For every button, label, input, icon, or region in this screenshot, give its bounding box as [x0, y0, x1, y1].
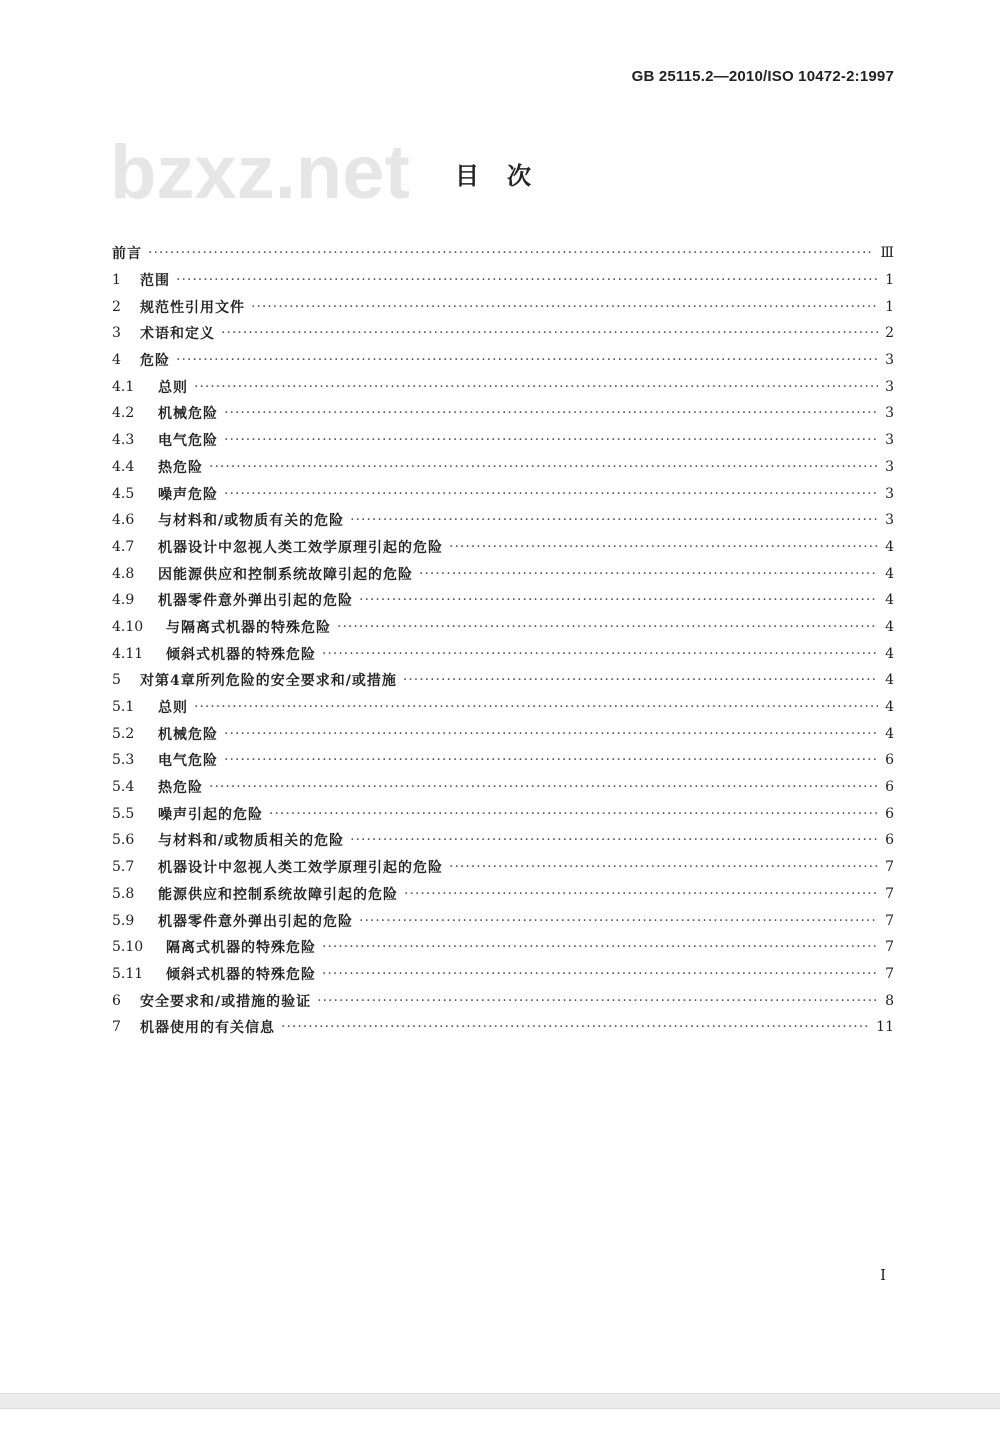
toc-entry-page: 6: [885, 752, 894, 769]
toc-entry[interactable]: [112, 373, 894, 400]
toc-entry-title: 机器零件意外弹出引起的危险: [158, 593, 353, 610]
dot-leader: [176, 272, 878, 288]
toc-entry[interactable]: [112, 987, 894, 1014]
toc-entry-title: 与材料和/或物质有关的危险: [158, 513, 345, 530]
toc-entry[interactable]: [112, 667, 894, 694]
toc-entry-title: 机器使用的有关信息: [140, 1020, 275, 1037]
toc-entry-page: 8: [885, 992, 894, 1009]
dot-leader: [251, 299, 878, 315]
toc-entry[interactable]: [112, 427, 894, 454]
watermark: bzxz.net: [110, 130, 410, 215]
toc-entry[interactable]: [112, 480, 894, 507]
toc-entry-page: 1: [885, 298, 894, 315]
toc-entry-title: 与材料和/或物质相关的危险: [158, 833, 345, 850]
dot-leader: [359, 592, 878, 608]
dot-leader: [281, 1019, 870, 1035]
toc-entry-title: 倾斜式机器的特殊危险: [166, 646, 316, 663]
toc-entry-page: 4: [885, 618, 894, 635]
toc-entry-page: 3: [885, 512, 894, 529]
toc-entry-number: 4.11: [112, 645, 144, 662]
dot-leader: [322, 966, 878, 982]
dot-leader: [359, 913, 878, 929]
toc-entry[interactable]: [112, 934, 894, 961]
dot-leader: [209, 779, 878, 795]
toc-entry-number: 4.9: [112, 592, 135, 609]
dot-leader: [148, 245, 874, 261]
toc-entry-title: 电气危险: [158, 753, 218, 770]
toc-entry-page: 7: [885, 859, 894, 876]
toc-entry-number: 4.7: [112, 538, 135, 555]
toc-entry-title: 机器零件意外弹出引起的危险: [158, 913, 353, 930]
dot-leader: [322, 646, 878, 662]
toc-entry-title: 能源供应和控制系统故障引起的危险: [158, 886, 398, 903]
toc-entry[interactable]: [112, 800, 894, 827]
toc-entry-title: 隔离式机器的特殊危险: [166, 940, 316, 957]
toc-entry-page: 4: [885, 725, 894, 742]
toc-entry-number: 6: [112, 992, 121, 1009]
toc-entry-title: 术语和定义: [140, 326, 215, 343]
toc-entry[interactable]: [112, 854, 894, 881]
standard-number: GB 25115.2—2010/ISO 10472-2:1997: [631, 68, 894, 85]
dot-leader: [449, 859, 878, 875]
dot-leader: [194, 379, 878, 395]
toc-entry-title: 危险: [140, 353, 170, 370]
toc-entry-number: 5.8: [112, 885, 135, 902]
toc-entry-title: 机械危险: [158, 726, 218, 743]
toc-entry-page: 7: [885, 885, 894, 902]
toc-entry-number: 5.7: [112, 859, 135, 876]
toc-entry-page: 4: [885, 672, 894, 689]
toc-entry[interactable]: [112, 827, 894, 854]
toc-entry-page: 4: [885, 565, 894, 582]
toc-entry[interactable]: [112, 614, 894, 641]
toc-entry-title: 总则: [158, 379, 188, 396]
toc-entry-page: 3: [885, 352, 894, 369]
toc-entry-number: 4.3: [112, 432, 135, 449]
toc-entry[interactable]: [112, 320, 894, 347]
toc-entry[interactable]: [112, 400, 894, 427]
page-folio: I: [880, 1266, 886, 1284]
dot-leader: [224, 432, 878, 448]
toc-entry-number: 4.2: [112, 405, 135, 422]
dot-leader: [194, 699, 878, 715]
toc-entry-title: 机械危险: [158, 406, 218, 423]
toc-entry-title: 范围: [140, 273, 170, 290]
toc-entry-number: 3: [112, 325, 121, 342]
toc-entry-number: 5.5: [112, 805, 135, 822]
toc-entry-page: 7: [885, 912, 894, 929]
toc-entry-page: 4: [885, 699, 894, 716]
toc-entry-page: 4: [885, 538, 894, 555]
toc-entry-page: 1: [885, 272, 894, 289]
toc-entry-page: 3: [885, 405, 894, 422]
dot-leader: [224, 726, 878, 742]
toc-entry-number: 4.1: [112, 378, 135, 395]
dot-leader: [224, 752, 878, 768]
toc-entry[interactable]: [112, 560, 894, 587]
toc-entry-title: 电气危险: [158, 433, 218, 450]
toc-entry[interactable]: [112, 587, 894, 614]
toc-entry[interactable]: [112, 907, 894, 934]
table-of-contents: [112, 240, 894, 1041]
toc-entry-title: 噪声危险: [158, 486, 218, 503]
toc-entry-page: 6: [885, 805, 894, 822]
toc-entry-number: 4.4: [112, 458, 135, 475]
toc-entry-page: 11: [876, 1019, 894, 1036]
toc-entry-title: 前言: [112, 246, 142, 263]
toc-entry-title: 总则: [158, 700, 188, 717]
toc-entry-title: 机器设计中忽视人类工效学原理引起的危险: [158, 860, 443, 877]
dot-leader: [269, 806, 878, 822]
toc-entry[interactable]: [112, 454, 894, 481]
toc-entry-number: 5.4: [112, 779, 135, 796]
toc-entry[interactable]: [112, 640, 894, 667]
toc-entry-page: 4: [885, 592, 894, 609]
toc-entry-title: 规范性引用文件: [140, 299, 245, 316]
toc-entry-page: 4: [885, 645, 894, 662]
toc-entry[interactable]: [112, 507, 894, 534]
toc-entry-number: 5: [112, 672, 121, 689]
dot-leader: [404, 886, 878, 902]
toc-entry-number: 5.1: [112, 699, 135, 716]
toc-entry[interactable]: [112, 774, 894, 801]
toc-entry-number: 5.6: [112, 832, 135, 849]
toc-entry-number: 4: [112, 352, 121, 369]
toc-entry-number: 5.10: [112, 939, 144, 956]
toc-entry-number: 7: [112, 1019, 121, 1036]
toc-entry-title: 安全要求和/或措施的验证: [140, 993, 312, 1010]
toc-entry-title: 热危险: [158, 780, 203, 797]
toc-entry-title: 倾斜式机器的特殊危险: [166, 966, 316, 983]
dot-leader: [209, 459, 878, 475]
toc-entry[interactable]: [112, 720, 894, 747]
toc-entry-page: 6: [885, 779, 894, 796]
dot-leader: [322, 939, 878, 955]
toc-entry[interactable]: [112, 961, 894, 988]
toc-entry[interactable]: [112, 1014, 894, 1041]
toc-entry-number: 5.11: [112, 965, 144, 982]
toc-entry-page: Ⅲ: [880, 245, 894, 262]
page-title: 目次: [455, 161, 559, 190]
toc-entry-title: 对第4章所列危险的安全要求和/或措施: [140, 673, 397, 690]
toc-entry-title: 因能源供应和控制系统故障引起的危险: [158, 566, 413, 583]
toc-entry-title: 噪声引起的危险: [158, 806, 263, 823]
dot-leader: [449, 539, 878, 555]
dot-leader: [350, 512, 878, 528]
toc-entry[interactable]: [112, 747, 894, 774]
dot-leader: [317, 993, 878, 1009]
toc-entry-number: 4.10: [112, 618, 144, 635]
dot-leader: [403, 672, 878, 688]
dot-leader: [350, 832, 878, 848]
toc-entry-title: 机器设计中忽视人类工效学原理引起的危险: [158, 539, 443, 556]
dot-leader: [224, 486, 878, 502]
toc-entry-page: 6: [885, 832, 894, 849]
toc-entry-page: 3: [885, 378, 894, 395]
dot-leader: [224, 405, 878, 421]
toc-entry-number: 5.9: [112, 912, 135, 929]
toc-entry-number: 4.5: [112, 485, 135, 502]
toc-entry-number: 5.2: [112, 725, 135, 742]
toc-entry-number: 5.3: [112, 752, 135, 769]
toc-entry-title: 热危险: [158, 459, 203, 476]
dot-leader: [337, 619, 878, 635]
dot-leader: [176, 352, 878, 368]
toc-entry[interactable]: [112, 240, 894, 267]
toc-entry[interactable]: [112, 267, 894, 294]
toc-entry-page: 3: [885, 485, 894, 502]
toc-entry[interactable]: [112, 347, 894, 374]
dot-leader: [221, 325, 878, 341]
toc-entry[interactable]: [112, 881, 894, 908]
toc-entry-number: 4.6: [112, 512, 135, 529]
toc-entry-number: 1: [112, 272, 121, 289]
toc-entry-page: 2: [885, 325, 894, 342]
dot-leader: [419, 566, 878, 582]
toc-entry-number: 4.8: [112, 565, 135, 582]
toc-entry[interactable]: [112, 534, 894, 561]
toc-entry-title: 与隔离式机器的特殊危险: [166, 619, 331, 636]
toc-entry-page: 7: [885, 965, 894, 982]
toc-entry-number: 2: [112, 298, 121, 315]
toc-entry-page: 7: [885, 939, 894, 956]
toc-entry-page: 3: [885, 432, 894, 449]
toc-entry[interactable]: [112, 293, 894, 320]
toc-entry[interactable]: [112, 694, 894, 721]
viewer-bottom-bar: [0, 1393, 1000, 1409]
toc-entry-page: 3: [885, 458, 894, 475]
